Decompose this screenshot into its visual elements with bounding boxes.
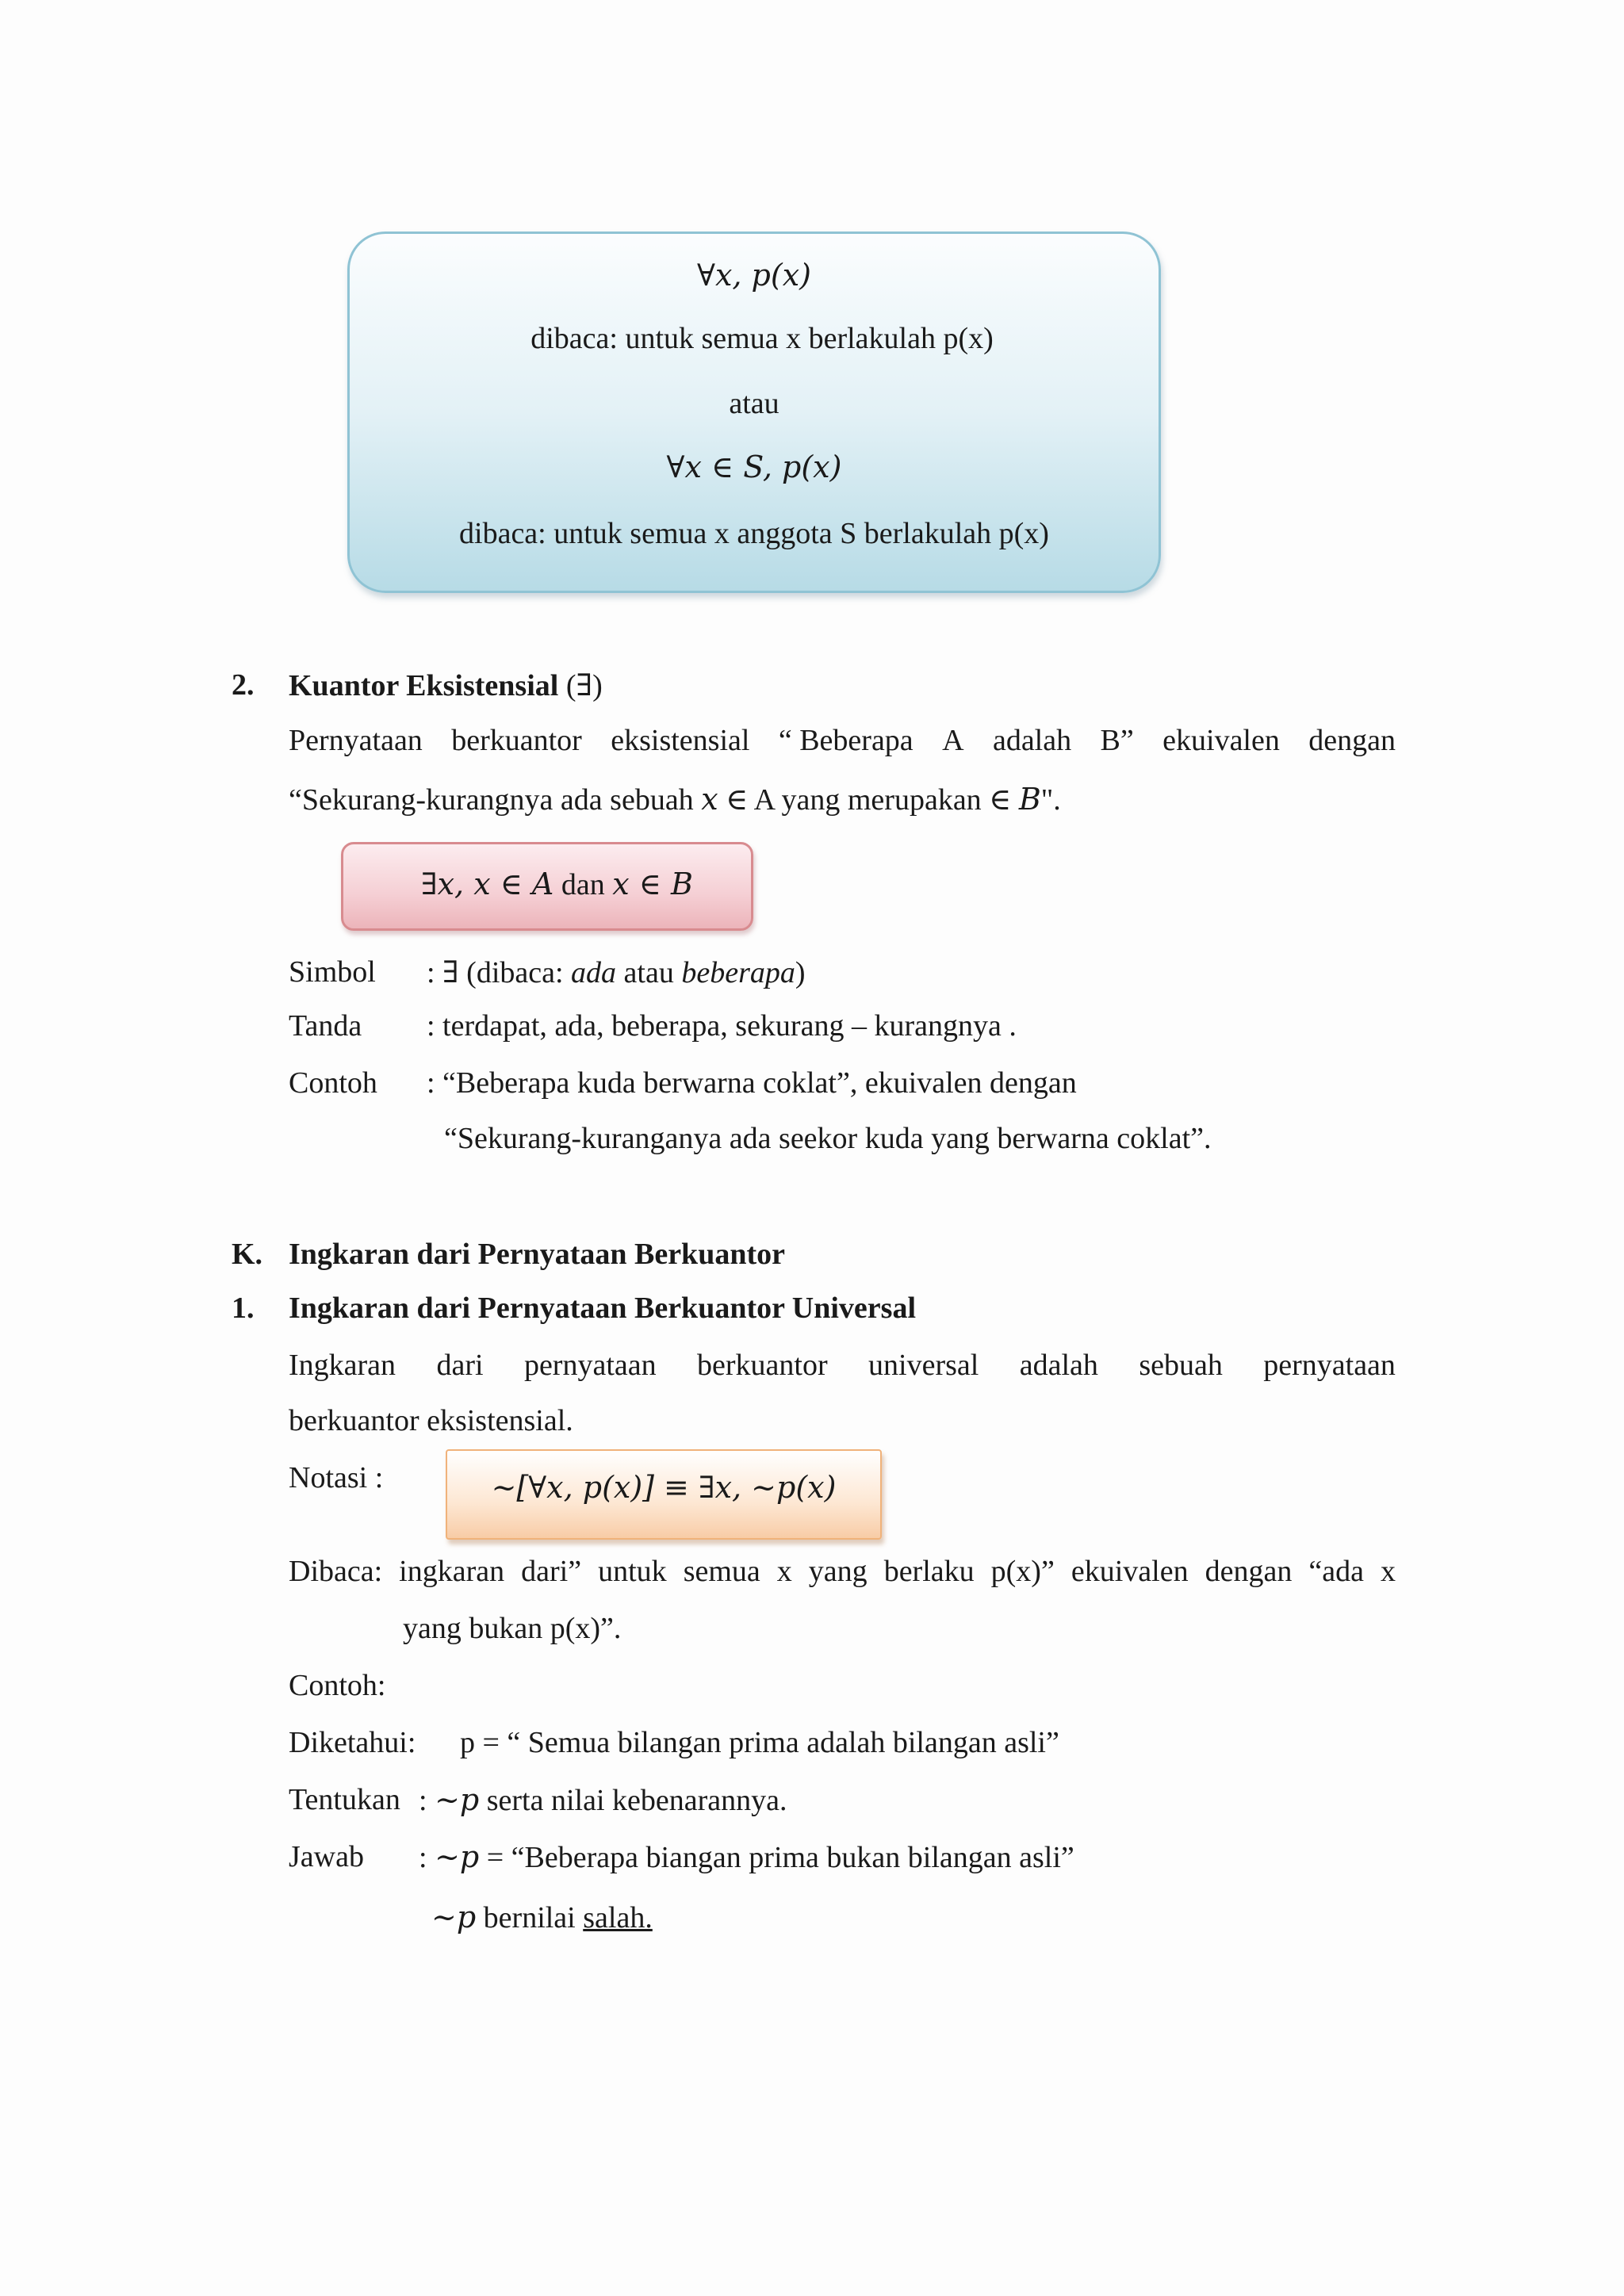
- math-b: B: [1018, 782, 1041, 817]
- negation-notation-box: [446, 1449, 882, 1540]
- section-1-paragraph-line-1: [289, 1348, 1396, 1383]
- jawab-text: = “Beberapa biangan prima bukan bilangan asli”: [486, 1841, 1074, 1874]
- section-1-para-word: pernyataan: [523, 1349, 657, 1382]
- para-text: ".: [1040, 783, 1061, 817]
- notasi-label: Notasi :: [289, 1461, 384, 1494]
- dibaca-word: semua: [683, 1555, 760, 1588]
- section-2-para-word: berkuantor: [451, 724, 582, 757]
- colon: :: [419, 1841, 427, 1874]
- simbol-end: ): [795, 956, 806, 989]
- tentukan-label: Tentukan: [289, 1783, 400, 1816]
- section-2-para-word: eksistensial: [611, 724, 750, 757]
- negation-formula: ~[∀x, p(x)] ≡ ∃x, ~p(x): [491, 1470, 837, 1505]
- section-2-title: Kuantor Eksistensial: [289, 669, 559, 702]
- colon: :: [419, 1784, 427, 1817]
- simbol-beberapa: beberapa: [681, 956, 795, 989]
- simbol-ada: ada: [571, 956, 617, 989]
- jawab-value: [419, 1839, 1074, 1875]
- contoh-value-2: “Sekurang-kuranganya ada seekor kuda yang berwarna coklat”.: [444, 1122, 1212, 1155]
- section-2-number: 2.: [232, 668, 255, 702]
- formula-dan: dan: [561, 868, 605, 901]
- para-text: “Sekurang-kurangnya ada sebuah: [289, 783, 694, 817]
- dibaca-word: x: [1380, 1555, 1396, 1588]
- section-1-para-word: berkuantor: [697, 1349, 828, 1382]
- universal-quantifier-box: [347, 232, 1161, 593]
- dibaca-word: untuk: [598, 1555, 667, 1588]
- diketahui-label: Diketahui:: [289, 1726, 416, 1759]
- section-2-para-word: A: [942, 724, 964, 757]
- section-2-para-word: “ Beberapa: [778, 724, 914, 757]
- dibaca-word: dari”: [521, 1555, 582, 1588]
- dibaca-word: ekuivalen: [1071, 1555, 1189, 1588]
- dibaca-word: dengan: [1205, 1555, 1293, 1588]
- diketahui-value: p = “ Semua bilangan prima adalah bilangan asli”: [460, 1726, 1059, 1759]
- simbol-value: [427, 955, 806, 990]
- simbol-text: : ∃ (dibaca:: [427, 956, 564, 989]
- universal-formula-1: ∀x, p(x): [697, 258, 811, 293]
- section-2-para-word: adalah: [992, 724, 1072, 757]
- tentukan-value: [419, 1782, 787, 1818]
- universal-or: atau: [729, 387, 779, 420]
- formula-part: ∃x, x ∈ A: [421, 867, 554, 901]
- dibaca-word: Dibaca:: [289, 1555, 383, 1588]
- contoh-value-1: : “Beberapa kuda berwarna coklat”, ekuivalen dengan: [427, 1066, 1077, 1100]
- section-k-title: Ingkaran dari Pernyataan Berkuantor: [289, 1238, 785, 1271]
- simbol-label: Simbol: [289, 955, 376, 989]
- jawab-label: Jawab: [289, 1840, 364, 1873]
- section-1-para-word: Ingkaran: [289, 1349, 396, 1382]
- section-2-paragraph-line-2: [289, 782, 1061, 817]
- dibaca-word: ingkaran: [399, 1555, 505, 1588]
- dibaca-line-1: [289, 1554, 1396, 1589]
- dibaca-word: yang: [808, 1555, 868, 1588]
- tanda-value: : terdapat, ada, beberapa, sekurang – kurangnya .: [427, 1009, 1017, 1043]
- result-text: bernilai: [483, 1901, 576, 1934]
- section-k-letter: K.: [232, 1238, 263, 1271]
- existential-formula: [421, 867, 693, 902]
- tentukan-text: serta nilai kebenarannya.: [486, 1784, 787, 1817]
- section-2-para-word: ekuivalen: [1162, 724, 1280, 757]
- section-1-para-word: adalah: [1019, 1349, 1098, 1382]
- section-1-para-word: sebuah: [1139, 1349, 1223, 1382]
- math-not-p: ~p: [435, 1839, 480, 1874]
- section-1-title: Ingkaran dari Pernyataan Berkuantor Universal: [289, 1292, 917, 1325]
- section-1-paragraph-line-2: berkuantor eksistensial.: [289, 1404, 573, 1437]
- section-1-para-word: dari: [436, 1349, 484, 1382]
- contoh-label: Contoh: [289, 1066, 377, 1100]
- section-1-number: 1.: [232, 1292, 255, 1325]
- section-2-para-word: dengan: [1308, 724, 1396, 757]
- dibaca-word: “ada: [1308, 1555, 1364, 1588]
- section-1-para-word: pernyataan: [1263, 1349, 1396, 1382]
- simbol-atau: atau: [623, 956, 674, 989]
- dibaca-line-2: yang bukan p(x)”.: [403, 1612, 622, 1645]
- math-not-p: ~p: [435, 1782, 480, 1817]
- dibaca-word: p(x)”: [990, 1555, 1055, 1588]
- result-answer: salah.: [583, 1901, 653, 1934]
- dibaca-word: berlaku: [883, 1555, 975, 1588]
- universal-reading-1: dibaca: untuk semua x berlakulah p(x): [530, 322, 994, 355]
- section-2-title-symbol: (∃): [565, 669, 603, 702]
- math-x: x: [701, 782, 718, 817]
- dibaca-word: x: [776, 1555, 792, 1588]
- section-2-heading: [289, 668, 603, 703]
- section-2-para-word: B”: [1100, 724, 1134, 757]
- math-not-p: ~p: [431, 1900, 477, 1934]
- section-2-paragraph-line-1: [289, 723, 1396, 758]
- section-1-para-word: universal: [868, 1349, 979, 1382]
- result-line: [431, 1900, 653, 1935]
- universal-formula-2: ∀x ∈ S, p(x): [666, 450, 842, 484]
- universal-reading-2: dibaca: untuk semua x anggota S berlakulah p(x): [459, 517, 1049, 550]
- para-text: ∈ A yang merupakan ∈: [726, 783, 1012, 817]
- tanda-label: Tanda: [289, 1009, 362, 1043]
- section-2-para-word: Pernyataan: [289, 724, 423, 757]
- formula-part: x ∈ B: [612, 867, 693, 901]
- existential-formula-box: [341, 842, 753, 931]
- example-label: Contoh:: [289, 1669, 386, 1702]
